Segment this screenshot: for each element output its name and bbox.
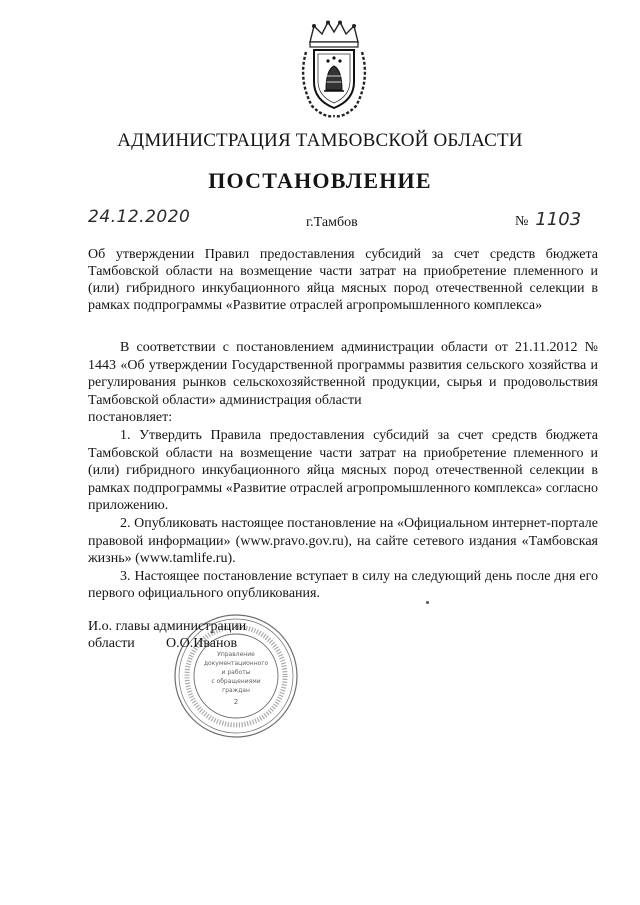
signature-block [88,618,246,652]
city-label: г.Тамбов [306,215,358,230]
document-subject: Об утверждении Правил предоставления субсидий за счет средств бюджета Тамбовской области на возмещение части затрат на приобретение племенного и (или) гибридного инкубационного яйца мясных пород отечественной селекции в рамках подпрограммы «Развитие отраслей агропромышленного комплекса» [88,247,598,313]
coat-of-arms-icon [298,20,370,120]
stamp-text: 2 [233,698,239,706]
stamp-text: граждан [222,687,250,694]
stamp-text: Управление [217,651,255,658]
number-sign: № [515,214,529,229]
signatory-position-cont: области [88,636,135,651]
signatory-position: И.о. главы администрации [88,619,247,634]
document-body [88,339,598,603]
document-title: ПОСТАНОВЛЕНИЕ [208,168,432,193]
organization-title: АДМИНИСТРАЦИЯ ТАМБОВСКОЙ ОБЛАСТИ [117,130,523,151]
stamp-text: документационного [203,660,269,667]
stamp-text: с обращениями [211,678,261,685]
document-number [515,209,581,230]
clause-3: 3. Настоящее постановление вступает в силу на следующий день после дня его первого официального опубликования. [88,568,598,602]
clause-2: 2. Опубликовать настоящее постановление на «Официальном интернет-портале правовой информации» (www.pravo.gov.ru), на сайте сетевого издания «Тамбовская жизнь» (www.tamlife.ru). [88,515,598,567]
handwritten-number: 1103 [535,209,582,230]
handwritten-date: 24.12.2020 [88,207,191,227]
clause-1: 1. Утвердить Правила предоставления субсидий за счет средств бюджета Тамбовской области на возмещение части затрат на приобретение племенного и (или) гибридного инкубационного яйца мясных пород отечественной селекции в рамках подпрограммы «Развитие отраслей агропромышленного комплекса» согласно приложению. [88,427,598,514]
ink-dot [426,601,429,604]
stamp-text: и работы [221,669,251,676]
signatory-name: О.О.Иванов [166,636,238,651]
resolves-line: постановляет: [88,410,173,426]
preamble-paragraph: В соответствии с постановлением администрации области от 21.11.2012 № 1443 «Об утверждении Государственной программы развития сельского хозяйства и регулирования рынков сельскохозяйственной продукции, сырья и продовольствия Тамбовской области» администрация области [88,340,598,408]
